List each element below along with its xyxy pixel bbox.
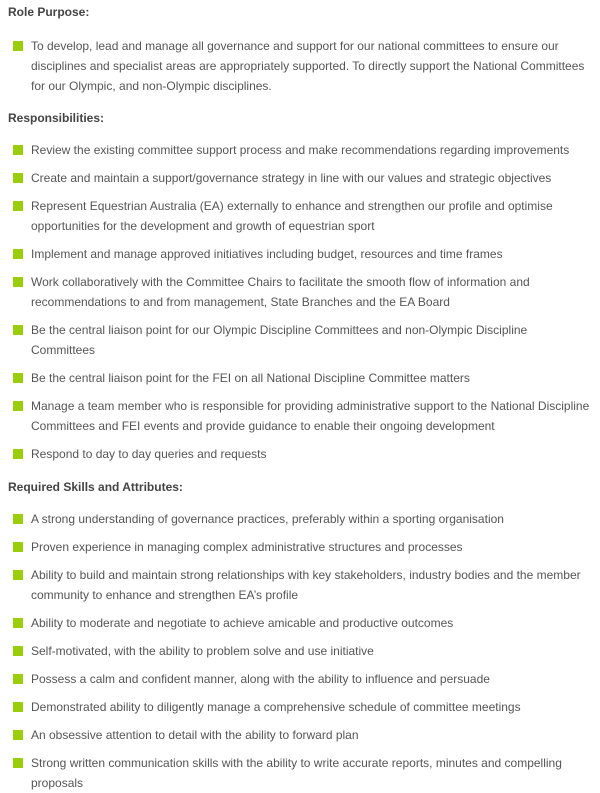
section-role-purpose: [8, 4, 592, 96]
section-heading: Required Skills and Attributes:: [8, 480, 183, 494]
list-item-text: Represent Equestrian Australia (EA) externally to enhance and strengthen our profile and optimise opportunities for the development and growth of equestrian sport: [31, 199, 553, 233]
list-item: [8, 444, 592, 464]
list-item: [8, 641, 592, 661]
section-heading: Responsibilities:: [8, 111, 105, 125]
square-bullet-icon: [13, 325, 23, 335]
square-bullet-icon: [13, 702, 23, 712]
bullet-list: [8, 140, 592, 464]
list-item-text: Work collaboratively with the Committee Chairs to facilitate the smooth flow of information and recommendations to and from management, State Branches and the EA Board: [31, 275, 530, 309]
list-item: [8, 613, 592, 633]
list-item: [8, 697, 592, 717]
square-bullet-icon: [13, 674, 23, 684]
bullet-list: [8, 36, 592, 96]
list-item-text: Implement and manage approved initiatives including budget, resources and time frames: [31, 247, 503, 261]
list-item-text: Self-motivated, with the ability to problem solve and use initiative: [31, 644, 374, 658]
list-item: [8, 196, 592, 236]
list-item-text: Proven experience in managing complex administrative structures and processes: [31, 540, 463, 554]
list-item: [8, 725, 592, 745]
square-bullet-icon: [13, 646, 23, 656]
square-bullet-icon: [13, 201, 23, 211]
list-item: [8, 669, 592, 689]
list-item-text: Review the existing committee support process and make recommendations regarding improvements: [31, 143, 570, 157]
list-item: [8, 168, 592, 188]
list-item: [8, 244, 592, 264]
list-item-text: Respond to day to day queries and requests: [31, 447, 267, 461]
list-item: [8, 272, 592, 312]
square-bullet-icon: [13, 401, 23, 411]
square-bullet-icon: [13, 373, 23, 383]
list-item-text: Manage a team member who is responsible for providing administrative support to the National Discipline Committees and FEI events and provide guidance to enable their ongoing development: [31, 399, 590, 433]
list-item: [8, 509, 592, 529]
list-item: [8, 36, 592, 96]
bullet-list: [8, 509, 592, 793]
square-bullet-icon: [13, 618, 23, 628]
list-item: [8, 320, 592, 360]
list-item-text: Be the central liaison point for the FEI on all National Discipline Committee matters: [31, 371, 470, 385]
square-bullet-icon: [13, 730, 23, 740]
list-item-text: Ability to moderate and negotiate to achieve amicable and productive outcomes: [31, 616, 454, 630]
list-item-text: A strong understanding of governance practices, preferably within a sporting organisation: [31, 512, 504, 526]
square-bullet-icon: [13, 758, 23, 768]
section-responsibilities: [8, 110, 592, 464]
list-item-text: An obsessive attention to detail with the ability to forward plan: [31, 728, 359, 742]
square-bullet-icon: [13, 514, 23, 524]
square-bullet-icon: [13, 570, 23, 580]
list-item-text: Be the central liaison point for our Olympic Discipline Committees and non-Olympic Discipline Committees: [31, 323, 528, 357]
section-heading: Role Purpose:: [8, 5, 90, 19]
list-item-text: To develop, lead and manage all governance and support for our national committees to ensure our disciplines and specialist areas are appropriately supported. To directly support the National Committees for our Olympic, and non-Olympic disciplines.: [31, 39, 585, 93]
square-bullet-icon: [13, 41, 23, 51]
list-item: [8, 537, 592, 557]
list-item: [8, 396, 592, 436]
square-bullet-icon: [13, 449, 23, 459]
list-item-text: Ability to build and maintain strong relationships with key stakeholders, industry bodies and the member community to enhance and strengthen EA’s profile: [31, 568, 581, 602]
square-bullet-icon: [13, 173, 23, 183]
list-item: [8, 140, 592, 160]
square-bullet-icon: [13, 249, 23, 259]
list-item-text: Strong written communication skills with the ability to write accurate reports, minutes and compelling proposals: [31, 756, 562, 790]
list-item: [8, 368, 592, 388]
list-item: [8, 565, 592, 605]
list-item-text: Demonstrated ability to diligently manage a comprehensive schedule of committee meetings: [31, 700, 521, 714]
list-item-text: Possess a calm and confident manner, along with the ability to influence and persuade: [31, 672, 490, 686]
square-bullet-icon: [13, 277, 23, 287]
section-required-skills: [8, 479, 592, 793]
list-item-text: Create and maintain a support/governance strategy in line with our values and strategic objectives: [31, 171, 552, 185]
list-item: [8, 753, 592, 793]
square-bullet-icon: [13, 542, 23, 552]
square-bullet-icon: [13, 145, 23, 155]
